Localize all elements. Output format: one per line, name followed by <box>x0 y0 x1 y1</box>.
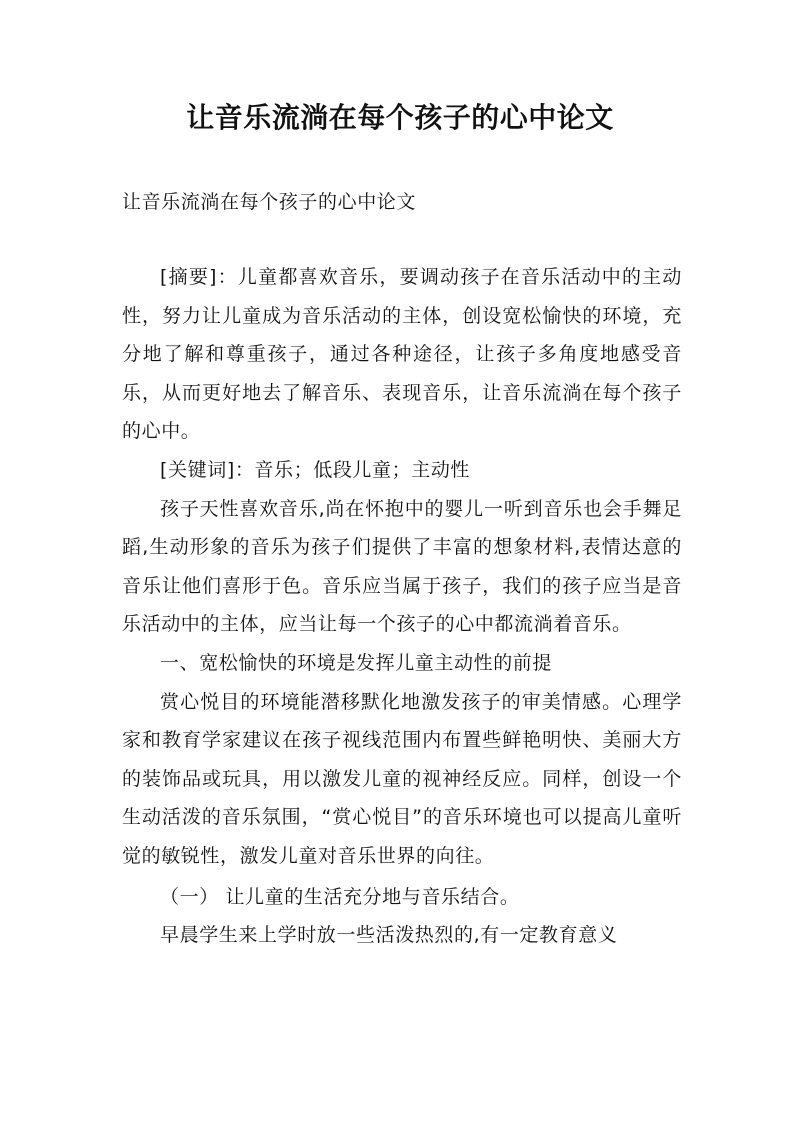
document-body <box>122 258 682 955</box>
section-heading: 一、宽松愉快的环境是发挥儿童主动性的前提 <box>160 651 553 674</box>
intro-paragraph: 孩子天性喜欢音乐,尚在怀抱中的婴儿一听到音乐也会手舞足蹈,生动形象的音乐为孩子们提供了丰富的想象材料,表情达意的音乐让他们喜形于色。音乐应当属于孩子，我们的孩子应当是音乐活动中的主体，应当让每一个孩子的心中都流淌着音乐。 <box>122 497 682 636</box>
subsection-heading: （一） 让儿童的生活充分地与音乐结合。 <box>160 885 520 908</box>
keywords-paragraph: [关键词]：音乐；低段儿童；主动性 <box>160 458 471 481</box>
subsection-paragraph: 早晨学生来上学时放一些活泼热烈的,有一定教育意义 <box>160 924 618 947</box>
section-paragraph: 赏心悦目的环境能潜移默化地激发孩子的审美情感。心理学家和教育学家建议在孩子视线范围内布置些鲜艳明快、美丽大方的装饰品或玩具，用以激发儿童的视神经反应。同样，创设一个生动活泼的音乐氛围，“赏心悦目”的音乐环境也可以提高儿童听觉的敏锐性，激发儿童对音乐世界的向往。 <box>122 690 682 867</box>
document-title: 让音乐流淌在每个孩子的心中论文 <box>186 101 614 134</box>
document-subtitle: 让音乐流淌在每个孩子的心中论文 <box>122 191 417 213</box>
abstract-paragraph: [摘要]：儿童都喜欢音乐，要调动孩子在音乐活动中的主动性，努力让儿童成为音乐活动的主体，创设宽松愉快的环境，充分地了解和尊重孩子，通过各种途径，让孩子多角度地感受音乐，从而更好地去了解音乐、表现音乐，让音乐流淌在每个孩子的心中。 <box>122 266 682 443</box>
